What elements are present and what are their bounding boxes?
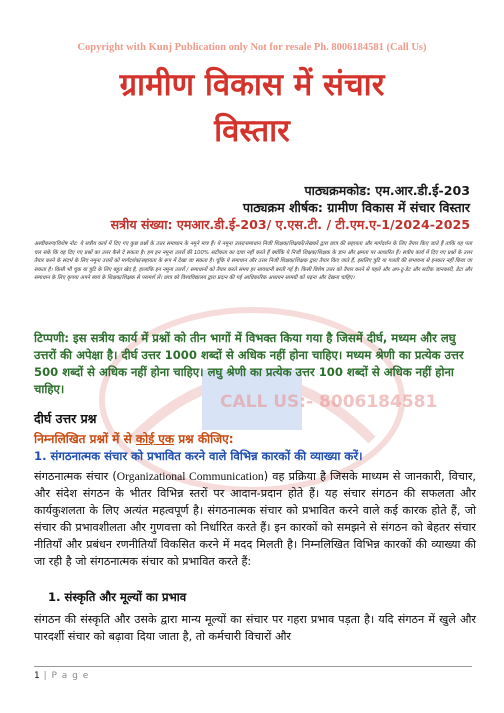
course-title: पाठ्यक्रम शीर्षक: ग्रामीण विकास में संचार विस्तार — [242, 200, 470, 215]
copyright-notice: Copyright with Kunj Publication only Not for resale Ph. 8006184581 (Call Us) — [77, 42, 427, 53]
p1-latin-term: Organizational Communication — [116, 470, 264, 483]
subheading-1: 1. संस्कृति और मूल्यों का प्रभाव — [48, 590, 187, 604]
p1-post: ) वह प्रक्रिया है जिसके माध्यम से जानकारी, विचार, और संदेश संगठन के भीतर विभिन्न स्तरों पर आदान-प्रदान होते हैं। यह संचार संगठन की सफलता और कार्यकुशलता के लिए अत्यंत महत्वपूर्ण है। संगठनात्मक संचार को प्रभावित करने वाले कई कारक होते हैं, जो संचार की प्रभावशीलता और गुणवत्ता को निर्धारित करते हैं। इन कारकों को समझने से संगठन को बेहतर संचार नीतियाँ और प्रबंधन रणनीतियाँ विकसित करने में मदद मिलती है। निम्नलिखित विभिन्न कारकों की व्याख्या की जा रही है जो संगठनात्मक संचार को प्रभावित करते हैं: — [34, 470, 476, 569]
assignment-note: टिप्पणी: इस सत्रीय कार्य में प्रश्नों को तीन भागों में विभक्त किया गया है जिसमें दीर्घ, मध्यम और लघु उत्तरों की अपेक्षा है। दीर्घ उत्तर 1000 शब्दों से अधिक नहीं होना चाहिए। मध्यम श्रेणी का प्रत्येक उत्तर 500 शब्दों से अधिक नहीं होना चाहिए। लघु श्रेणी का प्रत्येक उत्तर 100 शब्दों से अधिक नहीं होना चाहिए। — [34, 331, 464, 396]
answer-paragraph-2: संगठन की संस्कृति और उसके द्वारा मान्य मूल्यों का संचार पर गहरा प्रभाव पड़ता है। यदि संगठन में खुले और पारदर्शी संचार को बढ़ावा दिया जाता है, तो कर्मचारी विचारों और — [34, 613, 476, 644]
title-line-1: ग्रामीण विकास में संचार — [119, 67, 385, 103]
session-number: सत्रीय संख्या: एमआर.डी.ई-203/ ए.एस.टी. / टी.एम.ए-1/2024-2025 — [110, 217, 470, 232]
p1-pre: संगठनात्मक संचार ( — [34, 470, 117, 483]
section-instruction — [34, 430, 234, 447]
course-code: पाठ्यक्रमकोड: एम.आर.डी.ई-203 — [304, 183, 470, 198]
answer-paragraph-1 — [34, 468, 476, 571]
title-line-2: विस्तार — [214, 113, 290, 149]
page-number: 1 — [34, 671, 40, 681]
instruction-pre: निम्नलिखित प्रश्नों में से — [34, 432, 136, 446]
question-1: 1. संगठनात्मक संचार को प्रभावित करने वाले विभिन्न कारकों की व्याख्या करें। — [34, 449, 363, 463]
section-heading: दीर्घ उत्तर प्रश्न — [34, 411, 97, 426]
course-meta — [111, 182, 470, 233]
instruction-post: प्रश्न कीजिए: — [174, 432, 234, 446]
page-footer — [34, 666, 472, 681]
watermark-phone: CALL US:- 8006184581 — [220, 392, 438, 412]
disclaimer-text: अस्वीकरण/विशेष नोट: ये सत्रीय कार्य में दिए गए कुछ प्रश्नों के उत्तर समाधान के नमूने मात्र हैं। ये नमूना उत्तर/समाधान निजी शिक्षक/शिक्षकों/लेखकों द्वारा छात्र की सहायता और मार्गदर्शन के लिए तैयार किए जाते हैं ताकि यह पता चल सके कि वह दिए गए प्रश्नों का उत्तर कैसे दे सकता है। हम इन नमूना उत्तरों की 100% सटीकता का दावा नहीं करते हैं क्योंकि ये निजी शिक्षक/शिक्षक के ज्ञान और क्षमता पर आधारित हैं। सत्रीय कार्य में दिए गए प्रश्नों के उत्तर तैयार करने के संदर्भ के लिए नमूना उत्तरों को मार्गदर्शक/सहायता के रूप में देखा जा सकता है। चूंकि ये समाधान और उत्तर निजी शिक्षक/शिक्षक द्वारा तैयार किए जाते हैं, इसलिए त्रुटि या गलती की संभावना से इनकार नहीं किया जा सकता है। किसी भी चूक या त्रुटि के लिए बहुत खेद है, हालांकि इन नमूना उत्तरों / समाधानों को तैयार करते समय हर सावधानी बरती गई है। किसी विशेष उत्तर को तैयार करने से पहले और अप-टू-डेट और सटीक जानकारी, डेटा और समाधान के लिए कृपया अपने स्वयं के शिक्षक/शिक्षक से परामर्श लें। छात्र को विश्वविद्यालय द्वारा प्रदान की गई आधिकारिक अध्ययन सामग्री को पढ़ना और देखना चाहिए। — [34, 241, 472, 282]
instruction-underlined: कोई एक — [135, 432, 175, 446]
page-title — [40, 62, 464, 154]
page-label: | P a g e — [39, 671, 90, 681]
